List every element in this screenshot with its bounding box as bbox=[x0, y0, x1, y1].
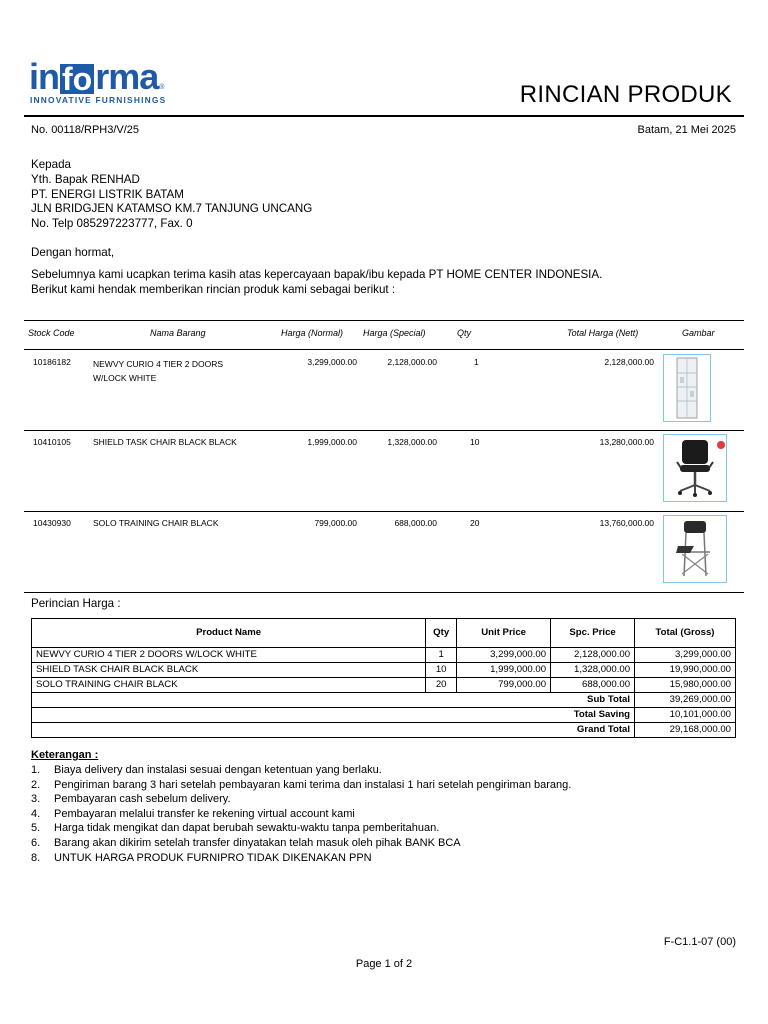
product-name: SHIELD TASK CHAIR BLACK BLACK bbox=[93, 437, 237, 447]
cell-product-name: SHIELD TASK CHAIR BLACK BLACK bbox=[32, 663, 426, 678]
col-gambar: Gambar bbox=[682, 328, 715, 338]
recipient-line: JLN BRIDGJEN KATAMSO KM.7 TANJUNG UNCANG bbox=[31, 202, 313, 216]
logo-text-box: fo bbox=[62, 61, 93, 97]
product-image-folding-chair bbox=[663, 515, 727, 583]
note-item bbox=[31, 763, 571, 778]
col-qty: Qty bbox=[457, 328, 472, 338]
product-code: 10186182 bbox=[33, 357, 71, 367]
logo-tagline: INNOVATIVE FURNISHINGS bbox=[30, 95, 167, 105]
note-item bbox=[31, 792, 571, 807]
th-qty: Qty bbox=[426, 619, 457, 648]
product-total: 2,128,000.00 bbox=[604, 357, 654, 367]
note-number: 5. bbox=[31, 822, 41, 835]
brand-logo bbox=[29, 56, 165, 97]
product-total: 13,280,000.00 bbox=[599, 437, 654, 447]
th-total-gross: Total (Gross) bbox=[635, 619, 736, 648]
intro-line: Berikut kami hendak memberikan rincian produk kami sebagai berikut : bbox=[31, 282, 396, 296]
product-image-curio bbox=[663, 354, 711, 422]
col-nama-barang: Nama Barang bbox=[150, 328, 206, 338]
th-unit-price: Unit Price bbox=[457, 619, 551, 648]
cell-product-name: SOLO TRAINING CHAIR BLACK bbox=[32, 678, 426, 693]
cell-unit-price: 1,999,000.00 bbox=[457, 663, 551, 678]
total-saving-label: Total Saving bbox=[32, 708, 635, 723]
cell-spc-price: 1,328,000.00 bbox=[551, 663, 635, 678]
note-number: 4. bbox=[31, 807, 41, 820]
notes-list bbox=[31, 763, 571, 865]
cell-unit-price: 3,299,000.00 bbox=[457, 648, 551, 663]
grand-total-label: Grand Total bbox=[32, 723, 635, 738]
subtotal-value: 39,269,000.00 bbox=[635, 693, 736, 708]
product-qty: 1 bbox=[474, 357, 479, 367]
logo-registered: ® bbox=[159, 84, 165, 91]
note-number: 3. bbox=[31, 793, 41, 806]
product-price-special: 688,000.00 bbox=[394, 518, 437, 528]
notes-title: Keterangan : bbox=[31, 749, 99, 761]
note-text: Pengiriman barang 3 hari setelah pembayaran kami terima dan instalasi 1 hari setelah pengiriman barang. bbox=[54, 778, 572, 791]
cell-total-gross: 3,299,000.00 bbox=[635, 648, 736, 663]
note-text: Harga tidak mengikat dan dapat berubah sewaktu-waktu tanpa pemberitahuan. bbox=[54, 822, 440, 835]
product-code: 10410105 bbox=[33, 437, 71, 447]
product-name-line: NEWVY CURIO 4 TIER 2 DOORS bbox=[93, 359, 224, 369]
table-row bbox=[32, 648, 736, 663]
logo-text-pre: in bbox=[29, 56, 59, 97]
recipient-line: Yth. Bapak RENHAD bbox=[31, 172, 140, 186]
table-row bbox=[32, 663, 736, 678]
price-summary-table bbox=[31, 618, 736, 738]
product-price-special: 1,328,000.00 bbox=[387, 437, 437, 447]
product-row-divider bbox=[24, 511, 744, 512]
form-code: F-C1.1-07 (00) bbox=[663, 936, 736, 948]
th-spc-price: Spc. Price bbox=[551, 619, 635, 648]
note-number: 2. bbox=[31, 778, 41, 791]
total-saving-row bbox=[32, 708, 736, 723]
product-code: 10430930 bbox=[33, 518, 71, 528]
intro-line: Sebelumnya kami ucapkan terima kasih atas kepercayaan bapak/ibu kepada PT HOME CENTER INDONESIA. bbox=[31, 268, 603, 281]
cell-qty: 10 bbox=[426, 663, 457, 678]
page-number: Page 1 of 2 bbox=[355, 958, 413, 970]
product-price-normal: 3,299,000.00 bbox=[307, 357, 357, 367]
doc-number-value: 00118/RPH3/V/25 bbox=[51, 124, 140, 136]
note-text: Pembayaran melalui transfer ke rekening virtual account kami bbox=[54, 807, 355, 820]
cell-product-name: NEWVY CURIO 4 TIER 2 DOORS W/LOCK WHITE bbox=[32, 648, 426, 663]
col-harga-special: Harga (Special) bbox=[363, 328, 426, 338]
col-total-harga: Total Harga (Nett) bbox=[567, 328, 639, 338]
doc-date: Batam, 21 Mei 2025 bbox=[637, 124, 736, 136]
subtotal-row bbox=[32, 693, 736, 708]
cell-spc-price: 2,128,000.00 bbox=[551, 648, 635, 663]
cell-qty: 20 bbox=[426, 678, 457, 693]
note-item bbox=[31, 807, 571, 822]
subtotal-label: Sub Total bbox=[32, 693, 635, 708]
product-price-special: 2,128,000.00 bbox=[387, 357, 437, 367]
products-top-rule bbox=[24, 320, 744, 321]
product-row-divider bbox=[24, 430, 744, 431]
note-item bbox=[31, 836, 571, 851]
cell-qty: 1 bbox=[426, 648, 457, 663]
table-header-row bbox=[32, 619, 736, 648]
doc-number bbox=[31, 124, 139, 136]
grand-total-value: 29,168,000.00 bbox=[635, 723, 736, 738]
product-qty: 10 bbox=[470, 437, 480, 447]
total-saving-value: 10,101,000.00 bbox=[635, 708, 736, 723]
note-item bbox=[31, 851, 571, 866]
recipient-line: PT. ENERGI LISTRIK BATAM bbox=[31, 187, 184, 201]
recipient-line: No. Telp 085297223777, Fax. 0 bbox=[31, 217, 193, 231]
recipient-line: Kepada bbox=[31, 158, 71, 171]
greeting: Dengan hormat, bbox=[31, 246, 115, 259]
recipient-block bbox=[31, 158, 312, 232]
product-total: 13,760,000.00 bbox=[599, 518, 654, 528]
note-number: 8. bbox=[31, 851, 41, 864]
product-image-task-chair bbox=[663, 434, 727, 502]
products-header-rule bbox=[24, 349, 744, 350]
logo-text-post: rma bbox=[95, 56, 159, 97]
document-title: RINCIAN PRODUK bbox=[519, 81, 732, 108]
th-product-name: Product Name bbox=[32, 619, 426, 648]
product-name-line: W/LOCK WHITE bbox=[93, 373, 157, 383]
perincian-label: Perincian Harga : bbox=[31, 597, 121, 610]
product-name: SOLO TRAINING CHAIR BLACK bbox=[93, 518, 219, 528]
col-stock-code: Stock Code bbox=[28, 328, 75, 338]
cell-total-gross: 15,980,000.00 bbox=[635, 678, 736, 693]
header-divider bbox=[24, 115, 744, 117]
table-row bbox=[32, 678, 736, 693]
grand-total-row bbox=[32, 723, 736, 738]
note-text: Barang akan dikirim setelah transfer dinyatakan telah masuk oleh pihak BANK BCA bbox=[54, 836, 461, 849]
cell-spc-price: 688,000.00 bbox=[551, 678, 635, 693]
note-number: 1. bbox=[31, 764, 41, 776]
note-item bbox=[31, 821, 571, 836]
note-item bbox=[31, 778, 571, 793]
note-text: Pembayaran cash sebelum delivery. bbox=[54, 793, 231, 806]
product-qty: 20 bbox=[470, 518, 480, 528]
note-number: 6. bbox=[31, 836, 41, 849]
cell-unit-price: 799,000.00 bbox=[457, 678, 551, 693]
note-text: UNTUK HARGA PRODUK FURNIPRO TIDAK DIKENAKAN PPN bbox=[54, 851, 372, 864]
cell-total-gross: 19,990,000.00 bbox=[635, 663, 736, 678]
doc-number-label: No. bbox=[31, 124, 49, 136]
product-name bbox=[93, 357, 223, 385]
product-price-normal: 799,000.00 bbox=[314, 518, 357, 528]
product-price-normal: 1,999,000.00 bbox=[307, 437, 357, 447]
intro-text bbox=[31, 268, 602, 298]
products-bottom-rule bbox=[24, 592, 744, 593]
col-harga-normal: Harga (Normal) bbox=[281, 328, 344, 338]
note-text: Biaya delivery dan instalasi sesuai dengan ketentuan yang berlaku. bbox=[54, 764, 382, 776]
